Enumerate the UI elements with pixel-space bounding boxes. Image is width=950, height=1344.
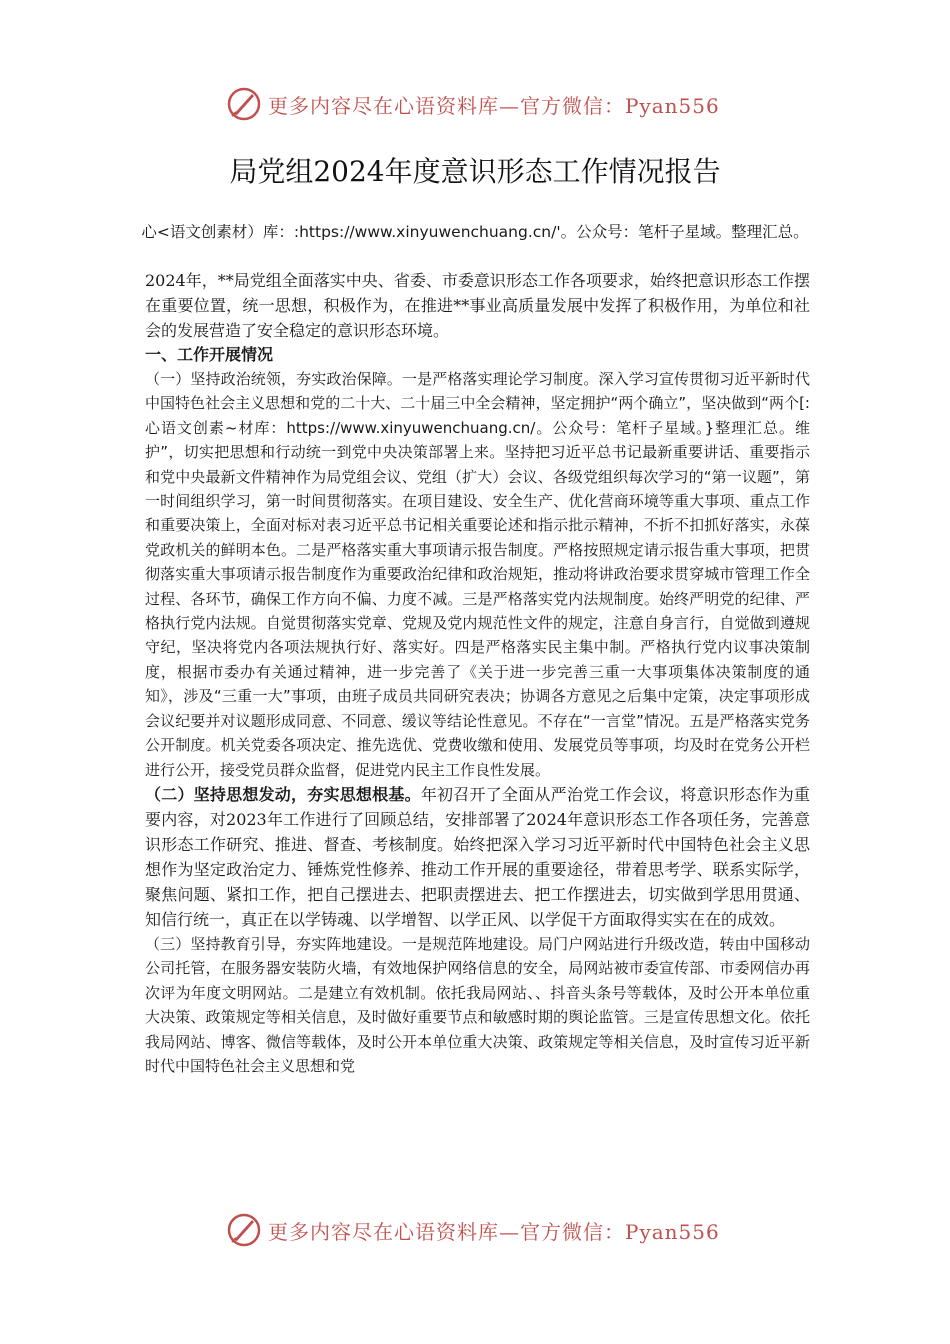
section-heading: 一、工作开展情况 — [145, 345, 274, 364]
quill-pen-logo-icon — [226, 1212, 262, 1248]
paragraph-one: （一）坚持政治统领，夯实政治保障。一是严格落实理论学习制度。深入学习宣传贯彻习近平新时代中国特色社会主义思想和党的二十大、二十届三中全会精神，坚定拥护“两个确立”，坚决做到“两个[:心语文创素~材库：https://www.xinyuwenchuang.cn/。公众号：笔杆子星域。}整理汇总。维护”，切实把思想和行动统一到党中央决策部署上来。坚持把习近平总书记最新重要讲话、重要指示和党中央最新文件精神作为局党组会议、党组（扩大）会议、各级党组织每次学习的“第一议题”，第一时间组织学习，第一时间贯彻落实。在项目建设、安全生产、优化营商环境等重大事项、重点工作和重要决策上，全面对标对表习近平总书记相关重要论述和指示批示精神，不折不扣抓好落实，永葆党政机关的鲜明本色。二是严格落实重大事项请示报告制度。严格按照规定请示报告重大事项，把贯彻落实重大事项请示报告制度作为重要政治纪律和政治规矩，推动将讲政治要求贯穿城市管理工作全过程、各环节，确保工作方向不偏、力度不减。三是严格落实党内法规制度。始终严明党的纪律、严格执行党内法规。自觉贯彻落实党章、党规及党内规范性文件的规定，注意自身言行，自觉做到遵规守纪，坚决将党内各项法规执行好、落实好。四是严格落实民主集中制。严格执行党内议事决策制度，根据市委办有关通过精神，进一步完善了《关于进一步完善三重一大事项集体决策制度的通知》，涉及“三重一大”事项，由班子成员共同研究表决；协调各方意见之后集中定策，决定事项形成会议纪要并对议题形成同意、不同意、缓议等结论性意见。不存在“一言堂”情况。五是严格落实党务公开制度。机关党委各项决定、推先选优、党费收缴和使用、发展党员等事项，均及时在党务公开栏进行公开，接受党员群众监督，促进党内民主工作良性发展。 — [145, 370, 810, 779]
banner-text: 更多内容尽在心语资料库—官方微信：Pyan556 — [268, 1219, 720, 1244]
header-banner — [226, 82, 720, 126]
intro-paragraph: 2024年，**局党组全面落实中央、省委、市委意识形态工作各项要求，始终把意识形态工作摆在重要位置，统一思想，积极作为，在推进**事业高质量发展中发挥了积极作用，为单位和社会的发展营造了安全稳定的意识形态环境。 — [145, 271, 810, 340]
source-line: 心<语文创素材）库：:https://www.xinyuwenchuang.cn/'。公众号：笔杆子星域。整理汇总。 — [141, 223, 809, 241]
paragraph-three: （三）坚持教育引导，夯实阵地建设。一是规范阵地建设。局门户网站进行升级改造，转由中国移动公司托管，在服务器安装防火墙，有效地保护网络信息的安全，局网站被市委宣传部、市委网信办再次评为年度文明网站。二是建立有效机制。依托我局网站、、抖音头条号等载体，及时公开本单位重大决策、政策规定等相关信息，及时做好重要节点和敏感时期的舆论监管。三是宣传思想文化。依托我局网站、博客、微信等载体，及时公开本单位重大决策、政策规定等相关信息，及时宣传习近平新时代中国特色社会主义思想和党 — [145, 934, 810, 1075]
paragraph-two — [145, 782, 810, 932]
footer-banner — [226, 1208, 720, 1252]
document-body — [145, 268, 810, 1078]
banner-text: 更多内容尽在心语资料库—官方微信：Pyan556 — [268, 93, 720, 118]
paragraph-two-text: 年初召开了全面从严治党工作会议，将意识形态作为重要内容，对2023年工作进行了回顾总结，安排部署了2024年意识形态工作各项任务，完善意识形态工作研究、推进、督查、考核制度。始终把深入学习习近平新时代中国特色社会主义思想作为坚定政治定力、锤炼党性修养、推动工作开展的重要途径，带着思考学、联系实际学，聚焦问题、紧扣工作，把自己摆进去、把职责摆进去、把工作摆进去，切实做到学思用贯通、知信行统一，真正在以学铸魂、以学增智、以学正风、以学促干方面取得实实在在的成效。 — [145, 784, 810, 929]
quill-pen-logo-icon — [226, 86, 262, 122]
paragraph-two-lead: （二）坚持思想发动，夯实思想根基。 — [145, 784, 421, 804]
page-title: 局党组2024年度意识形态工作情况报告 — [229, 155, 721, 188]
